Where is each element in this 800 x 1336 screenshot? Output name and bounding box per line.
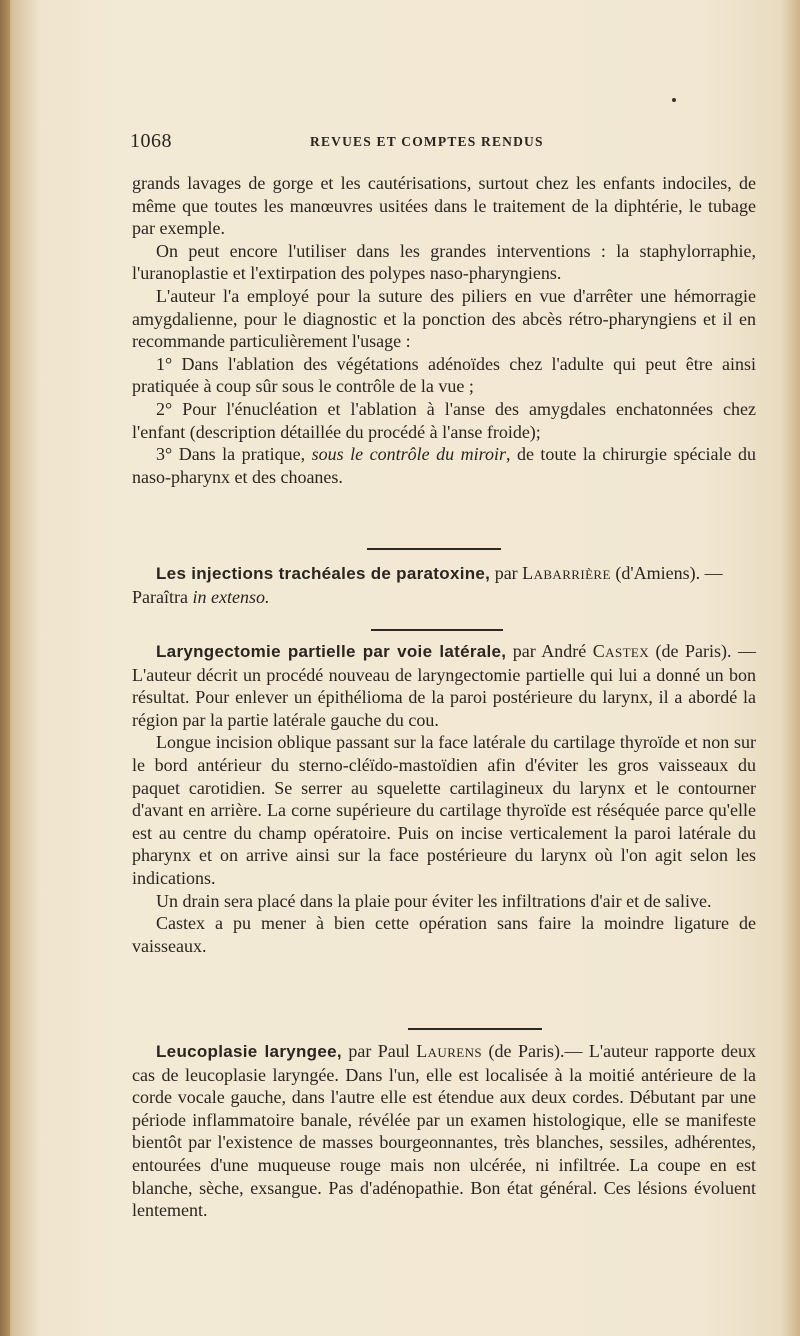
paragraph: L'auteur l'a employé pour la suture des piliers en vue d'arrêter une hémorragie amygdalienne, pour le diagnostic et la ponction des abcès rétro-pharyngiens et il en recommande particulièrement l'usage :	[132, 285, 756, 352]
article-title: Leucoplasie laryngee,	[156, 1042, 342, 1061]
ink-speck	[672, 98, 676, 102]
article-text: (d'Amiens). — Paraîtra	[132, 563, 723, 607]
article-text: (de Paris). — L'auteur décrit un procédé nouveau de laryngectomie partielle qui lui a donné un bon résultat. Pour enlever un épithélioma de la paroi postérieure du larynx, il a abordé la région par la partie latérale gauche du cou.	[132, 641, 756, 730]
paragraph: grands lavages de gorge et les cautérisations, surtout chez les enfants indociles, de même que toutes les manœuvres usitées dans le traitement de la diphtérie, le tubage par exemple.	[132, 173, 756, 239]
italic-phrase: in extenso.	[192, 586, 270, 607]
running-head: REVUES ET COMPTES RENDUS	[310, 134, 544, 149]
section-continued-text	[132, 172, 756, 488]
page-header	[130, 130, 770, 158]
paragraph: Castex a pu mener à bien cette opération sans faire la moindre ligature de vaisseaux.	[132, 913, 756, 956]
author-name: Castex	[592, 641, 650, 661]
article-paratoxine	[132, 562, 756, 608]
italic-phrase: sous le contrôle du miroir	[311, 444, 506, 465]
book-page	[40, 0, 792, 1336]
list-item	[132, 443, 756, 488]
article-paragraph	[132, 1040, 756, 1222]
list-item: 1° Dans l'ablation des végétations adénoïdes chez l'adulte qui peut être ainsi pratiquée à coup sûr sous le contrôle de la vue ;	[132, 353, 756, 397]
page-number: 1068	[130, 130, 172, 152]
list-item: 2° Pour l'énucléation et l'ablation à l'anse des amygdales enchatonnées chez l'enfant (description détaillée du procédé à l'anse froide);	[132, 398, 756, 442]
paragraph: On peut encore l'utiliser dans les grandes interventions : la staphylorraphie, l'uranoplastie et l'extirpation des polypes naso-pharyngiens.	[132, 240, 756, 284]
paragraph: Un drain sera placé dans la plaie pour éviter les infiltrations d'air et de salive.	[156, 890, 712, 911]
article-laryngectomie	[132, 640, 756, 957]
section-divider	[371, 629, 503, 631]
paragraph: Longue incision oblique passant sur la face latérale du cartilage thyroïde et non sur le bord antérieur du sterno-cléïdo-mastoïdien afin d'éviter les gros vaisseaux du paquet carotidien. Se serrer au squelette cartilagineux du larynx et le contourner d'avant en arrière. La corne supérieure du cartilage thyroïde est réséquée parce qu'elle est au centre du champ opératoire. Puis on incise verticalement la paroi latérale du pharynx et on arrive ainsi sur la face postérieure du larynx où l'on agit selon les indications.	[132, 732, 756, 888]
article-leucoplasie	[132, 1040, 756, 1222]
section-divider	[408, 1028, 542, 1030]
byline-text: par	[490, 563, 523, 583]
list-item-text: 3° Dans la pratique,	[156, 444, 312, 465]
author-name: Laurens	[416, 1041, 483, 1061]
byline-text: par Paul	[341, 1041, 417, 1061]
article-paragraph	[132, 562, 756, 608]
binding-gutter	[0, 0, 10, 1336]
list-item-text: , de toute la chirurgie spéciale du naso-pharynx et des choanes.	[132, 444, 757, 487]
section-divider	[367, 548, 501, 550]
article-text: (de Paris).— L'auteur rapporte deux cas de leucoplasie laryngée. Dans l'un, elle est localisée à la moitié antérieure de la corde vocale gauche, dans l'autre elle est étendue aux deux cordes. Débutant par une période inflammatoire banale, révélée par un examen histologique, elle se manifeste bientôt par l'existence de masses bourgeonnantes, très blanches, sessiles, adhérentes, entourées d'une muqueuse rouge mais non ulcérée, ni infiltrée. La coupe en est blanche, sèche, exsangue. Pas d'adénopathie. Bon état général. Ces lésions évoluent lentement.	[132, 1041, 756, 1221]
article-title: Laryngectomie partielle par voie latérale,	[156, 642, 507, 661]
article-paragraph	[132, 640, 756, 731]
article-title: Les injections trachéales de paratoxine,	[156, 564, 491, 583]
byline-text: par André	[506, 641, 593, 661]
author-name: Labarrière	[522, 563, 611, 583]
